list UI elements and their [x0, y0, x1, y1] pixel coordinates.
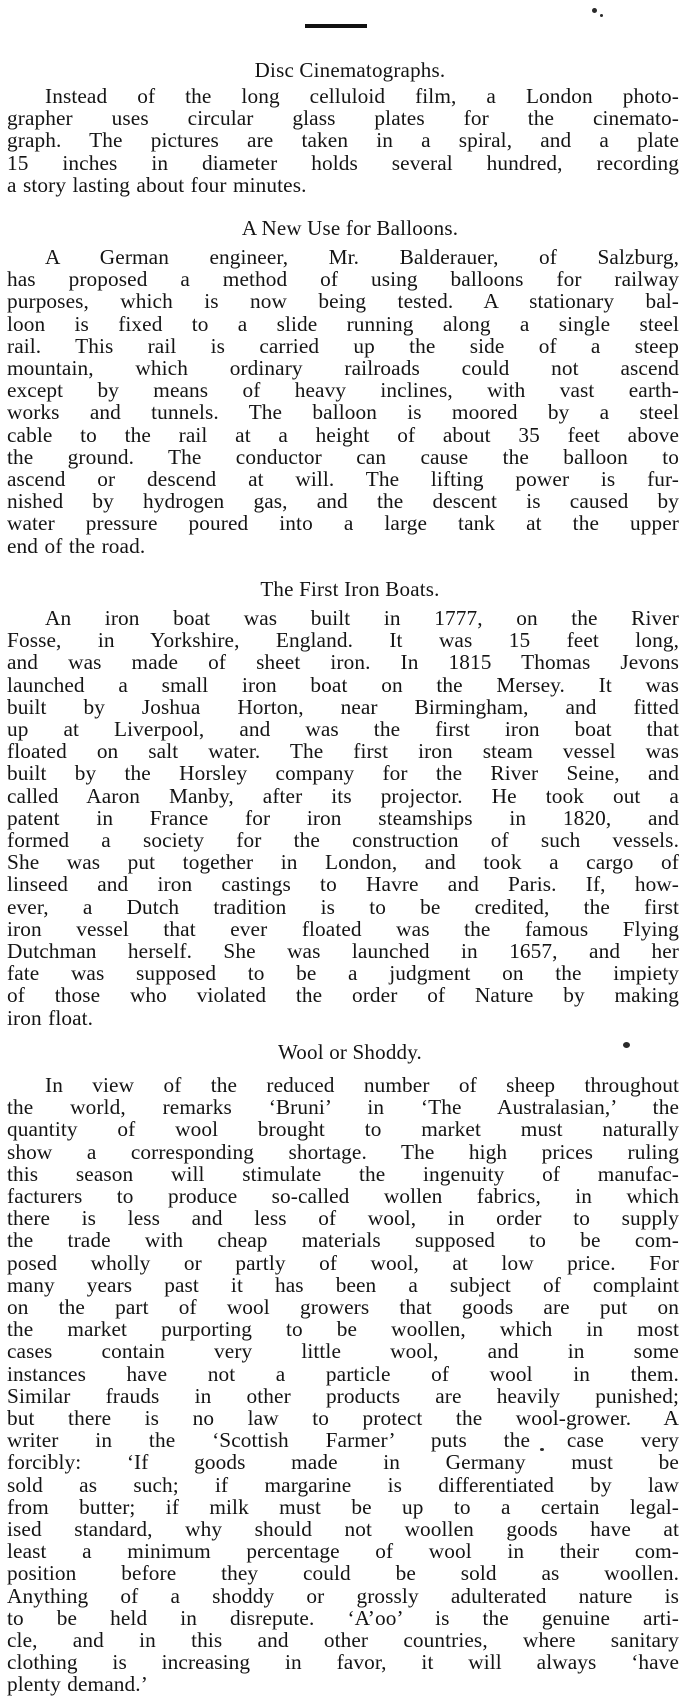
text-line: forcibly: ‘If goods made in Germany must be	[7, 1450, 679, 1475]
text-line: except by means of heavy inclines, with vast earth-	[7, 378, 679, 403]
text-line: from butter; if milk must be up to a certain legal-	[7, 1494, 679, 1519]
text-line: the trade with cheap materials supposed to be com-	[7, 1228, 679, 1253]
text-line: floated on salt water. The first iron steam vessel was	[7, 739, 679, 764]
print-speck	[600, 14, 603, 17]
text-line: formed a society for the construction of such vessels.	[7, 828, 679, 853]
text-line: Dutchman herself. She was launched in 1657, and her	[7, 939, 679, 964]
article-body-first-iron-boats	[7, 607, 679, 1029]
text-line: sold as such; if margarine is differentiated by law	[7, 1472, 679, 1497]
text-line: fate was supposed to be a judgment on the impiety	[7, 961, 679, 986]
text-line: clothing is increasing in favor, it will always ‘have	[7, 1650, 679, 1675]
text-line: Instead of the long celluloid film, a London photo-	[45, 84, 679, 108]
text-line: writer in the ‘Scottish Farmer’ puts the case very	[7, 1428, 679, 1453]
article-heading-new-use-for-balloons: A New Use for Balloons.	[241, 216, 459, 240]
text-line: show a corresponding shortage. The high prices ruling	[7, 1139, 679, 1164]
text-line: cable to the rail at a height of about 35 feet above	[7, 422, 679, 447]
text-line: works and tunnels. The balloon is moored by a steel	[7, 400, 679, 425]
text-line: launched a small iron boat on the Mersey. It was	[7, 672, 679, 697]
text-line: up at Liverpool, and was the first iron boat that	[7, 717, 679, 742]
top-rule	[305, 24, 367, 28]
text-line: ever, a Dutch tradition is to be credited, the first	[7, 894, 679, 919]
text-line: plenty demand.’	[7, 1672, 148, 1697]
text-line: rail. This rail is carried up the side of a steep	[7, 333, 679, 358]
article-body-disc-cinematographs	[7, 85, 679, 196]
text-line: In view of the reduced number of sheep throughout	[45, 1073, 679, 1097]
text-line: cases contain very little wool, and in some	[7, 1339, 679, 1364]
text-line: nished by hydrogen gas, and the descent is caused by	[7, 489, 679, 514]
text-line: ascend or descend at will. The lifting power is fur-	[7, 467, 679, 492]
text-line: to be held in disrepute. ‘A’oo’ is the genuine arti-	[7, 1605, 679, 1630]
text-line: An iron boat was built in 1777, on the River	[45, 606, 679, 630]
text-line: the ground. The conductor can cause the balloon to	[7, 444, 679, 469]
text-line: water pressure poured into a large tank at the upper	[7, 511, 679, 536]
text-line: Similar frauds in other products are heavily punished;	[7, 1383, 679, 1408]
text-line: 15 inches in diameter holds several hundred, recording	[7, 150, 679, 175]
text-line: Anything of a shoddy or grossly adulterated nature is	[7, 1583, 679, 1608]
article-body-new-use-for-balloons	[7, 246, 679, 557]
text-line: on the part of wool growers that goods are put on	[7, 1295, 679, 1320]
text-line: least a minimum percentage of wool in their com-	[7, 1539, 679, 1564]
text-line: built by Joshua Horton, near Birmingham, and fitted	[7, 694, 679, 719]
article-body-wool-or-shoddy	[7, 1074, 679, 1696]
text-line: end of the road.	[7, 533, 146, 558]
text-line: She was put together in London, and took a cargo of	[7, 850, 679, 875]
text-line: iron float.	[7, 1005, 94, 1030]
text-line: there is less and less of wool, in order to supply	[7, 1206, 679, 1231]
text-line: built by the Horsley company for the River Seine, and	[7, 761, 679, 786]
text-line: A German engineer, Mr. Balderauer, of Salzburg,	[45, 245, 679, 269]
text-line: graph. The pictures are taken in a spiral, and a plate	[7, 128, 679, 153]
text-line: loon is fixed to a slide running along a single steel	[7, 311, 679, 336]
text-line: grapher uses circular glass plates for the cinemato-	[7, 106, 679, 131]
text-line: the world, remarks ‘Bruni’ in ‘The Australasian,’ the	[7, 1095, 679, 1120]
text-line: this season will stimulate the ingenuity of manufac-	[7, 1161, 679, 1186]
text-line: Fosse, in Yorkshire, England. It was 15 feet long,	[7, 628, 679, 653]
text-line: facturers to produce so-called wollen fabrics, in which	[7, 1184, 679, 1209]
text-line: mountain, which ordinary railroads could not ascend	[7, 356, 679, 381]
text-line: purposes, which is now being tested. A stationary bal-	[7, 289, 679, 314]
article-heading-first-iron-boats: The First Iron Boats.	[260, 577, 440, 601]
text-line: many years past it has been a subject of complaint	[7, 1272, 679, 1297]
text-line: called Aaron Manby, after its projector. He took out a	[7, 783, 679, 808]
text-line: iron vessel that ever floated was the famous Flying	[7, 916, 679, 941]
article-heading-wool-or-shoddy: Wool or Shoddy.	[277, 1040, 423, 1064]
text-line: of those who violated the order of Nature by making	[7, 983, 679, 1008]
text-line: but there is no law to protect the wool-grower. A	[7, 1406, 679, 1431]
text-line: linseed and iron castings to Havre and Paris. If, how-	[7, 872, 679, 897]
print-speck	[592, 8, 597, 13]
text-line: instances have not a particle of wool in them.	[7, 1361, 679, 1386]
article-heading-disc-cinematographs: Disc Cinematographs.	[254, 58, 446, 82]
text-line: ised standard, why should not woollen goods have at	[7, 1517, 679, 1542]
text-line: posed wholly or partly of wool, at low price. For	[7, 1250, 679, 1275]
text-line: position before they could be sold as woollen.	[7, 1561, 679, 1586]
text-line: cle, and in this and other countries, where sanitary	[7, 1628, 679, 1653]
text-line: quantity of wool brought to market must naturally	[7, 1117, 679, 1142]
text-line: and was made of sheet iron. In 1815 Thomas Jevons	[7, 650, 679, 675]
text-line: the market purporting to be woollen, which in most	[7, 1317, 679, 1342]
text-line: patent in France for iron steamships in 1820, and	[7, 805, 679, 830]
text-line: a story lasting about four minutes.	[7, 172, 307, 197]
text-line: has proposed a method of using balloons for railway	[7, 267, 679, 292]
